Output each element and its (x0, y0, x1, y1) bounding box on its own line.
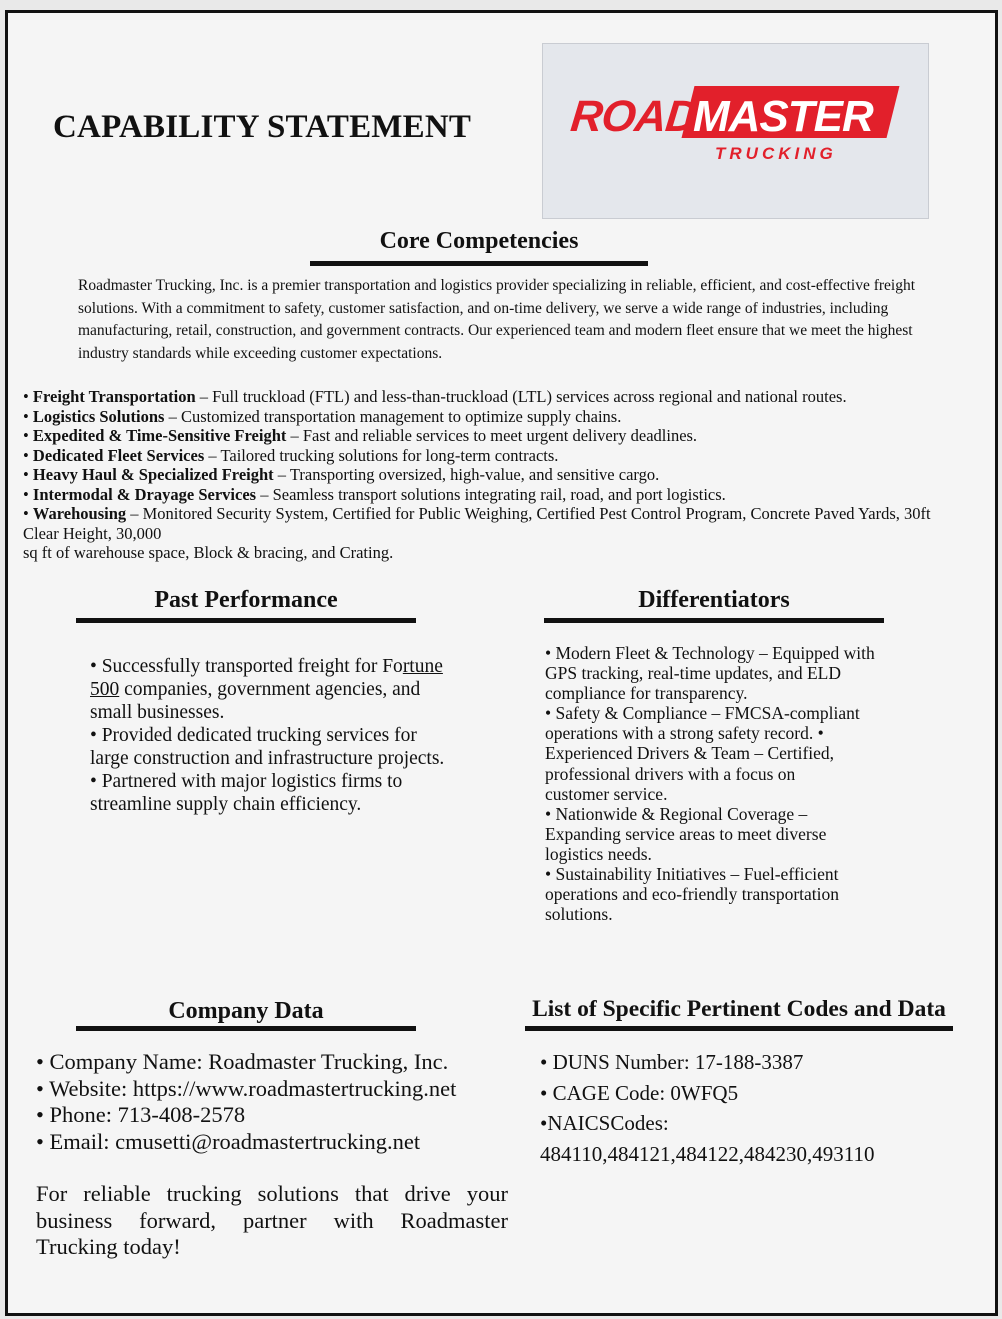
codes-rule (525, 1026, 953, 1031)
past-performance-rule (76, 618, 416, 623)
closing-statement: For reliable trucking solutions that drive your business forward, partner with Roadmaster Trucking today! (36, 1181, 508, 1259)
item-desc: – Fast and reliable services to meet urgent delivery deadlines. (286, 426, 698, 445)
list-item: customer service. (545, 783, 668, 804)
item-term: Heavy Haul & Specialized Freight (32, 465, 274, 484)
item-desc: – Tailored trucking solutions for long-term contracts. (204, 445, 559, 465)
company-name: • Company Name: Roadmaster Trucking, Inc. (36, 1049, 449, 1074)
list-item: • Modern Fleet & Technology – Equipped with GPS tracking, real-time updates, and ELD compliance for transparency. (545, 643, 875, 704)
item-term: Logistics Solutions (32, 406, 165, 426)
list-item: • Warehousing – Monitored Security System, Certified for Public Weighing, Certified Pest Control Program, Concrete Paved Yards, 30ft Clear Height, 30,000 (23, 504, 931, 543)
list-item: • Logistics Solutions – Customized transportation management to optimize supply chains. (23, 406, 622, 426)
codes-heading: List of Specific Pertinent Codes and Data (532, 996, 946, 1022)
differentiators-rule (544, 618, 884, 623)
item-desc: – Transporting oversized, high-value, and sensitive cargo. (273, 465, 660, 484)
item-term: Expedited & Time-Sensitive Freight (32, 426, 287, 445)
page-title: CAPABILITY STATEMENT (53, 109, 472, 145)
core-competencies-rule (310, 261, 648, 266)
logo-trucking-text: TRUCKING (715, 144, 837, 163)
naics-values: 484110,484121,484122,484230,493110 (540, 1141, 875, 1166)
item-desc: – Monitored Security System, Certified for Public Weighing, Certified Pest Control Program, Concrete Paved Yards, 30ft Clear Height, 30,000 (23, 504, 931, 543)
list-item: • Dedicated Fleet Services – Tailored trucking solutions for long-term contracts. (23, 445, 559, 465)
item-desc: – Full truckload (FTL) and less-than-truckload (LTL) services across regional and national routes. (195, 387, 847, 406)
list-item: • Heavy Haul & Specialized Freight – Transporting oversized, high-value, and sensitive cargo. (23, 465, 660, 484)
list-item: • Sustainability Initiatives – Fuel-efficient operations and eco-friendly transportation solutions. (545, 864, 839, 925)
company-phone: • Phone: 713-408-2578 (36, 1102, 246, 1127)
list-item: • Intermodal & Drayage Services – Seamless transport solutions integrating rail, road, and port logistics. (23, 484, 726, 504)
core-intro-paragraph: Roadmaster Trucking, Inc. is a premier transportation and logistics provider specializing in reliable, efficient, and cost-effective freight solutions. With a commitment to safety, customer satisfaction, and on-time delivery, we serve a wide range of industries, including manufacturing, retail, construction, and government contracts. Our experienced team and modern fleet ensure that we meet the highest industry standards while exceeding customer expectations. (78, 277, 916, 362)
codes-list (540, 1047, 960, 1169)
company-data-rule (76, 1026, 416, 1031)
company-data-list (36, 1049, 516, 1155)
core-competencies-heading: Core Competencies (379, 228, 579, 254)
list-item: • Partnered with major logistics firms to streamline supply chain efficiency. (90, 771, 403, 815)
list-item: • Safety & Compliance – FMCSA-compliant operations with a strong safety record. • Experienced Drivers & Team – Certified, professional drivers with a focus on (545, 703, 860, 784)
item-desc: – Customized transportation management to optimize supply chains. (164, 406, 622, 426)
warehouse-tail: sq ft of warehouse space, Block & bracing, and Crating. (23, 543, 394, 562)
list-item: • Nationwide & Regional Coverage – Expanding service areas to meet diverse logistics needs. (545, 803, 827, 864)
past-performance-list (90, 655, 460, 816)
item-term: Freight Transportation (32, 387, 196, 406)
item-term: Intermodal & Drayage Services (32, 484, 257, 504)
duns-number: • DUNS Number: 17-188-3387 (540, 1050, 804, 1074)
list-item: • Successfully transported freight for Fortune 500 companies, government agencies, and small businesses. (90, 656, 443, 723)
company-logo (542, 43, 929, 219)
item-desc: – Seamless transport solutions integrating rail, road, and port logistics. (256, 484, 726, 504)
logo-road-text: ROAD (568, 92, 700, 141)
list-item: • Provided dedicated trucking services for large construction and infrastructure projects. (90, 725, 445, 769)
company-email: • Email: cmusetti@roadmastertrucking.net (36, 1128, 421, 1154)
core-competency-list (23, 387, 958, 563)
capability-statement-page (5, 10, 998, 1316)
item-term: Warehousing (32, 504, 127, 523)
list-item: • Expedited & Time-Sensitive Freight – Fast and reliable services to meet urgent delivery deadlines. (23, 426, 698, 445)
naics-label: •NAICSCodes: (540, 1111, 669, 1135)
logo-master-text: MASTER (693, 92, 873, 141)
company-data-heading: Company Data (168, 998, 324, 1024)
past-performance-heading: Past Performance (154, 587, 338, 613)
fortune-500-link[interactable]: rtune 500 (90, 656, 443, 700)
item-term: Dedicated Fleet Services (32, 445, 205, 465)
list-item: • Freight Transportation – Full truckload (FTL) and less-than-truckload (LTL) services across regional and national routes. (23, 387, 847, 406)
company-website: • Website: https://www.roadmastertrucking.net (36, 1075, 457, 1101)
differentiators-heading: Differentiators (638, 587, 790, 613)
differentiators-list (545, 643, 875, 924)
cage-code: • CAGE Code: 0WFQ5 (540, 1080, 739, 1105)
